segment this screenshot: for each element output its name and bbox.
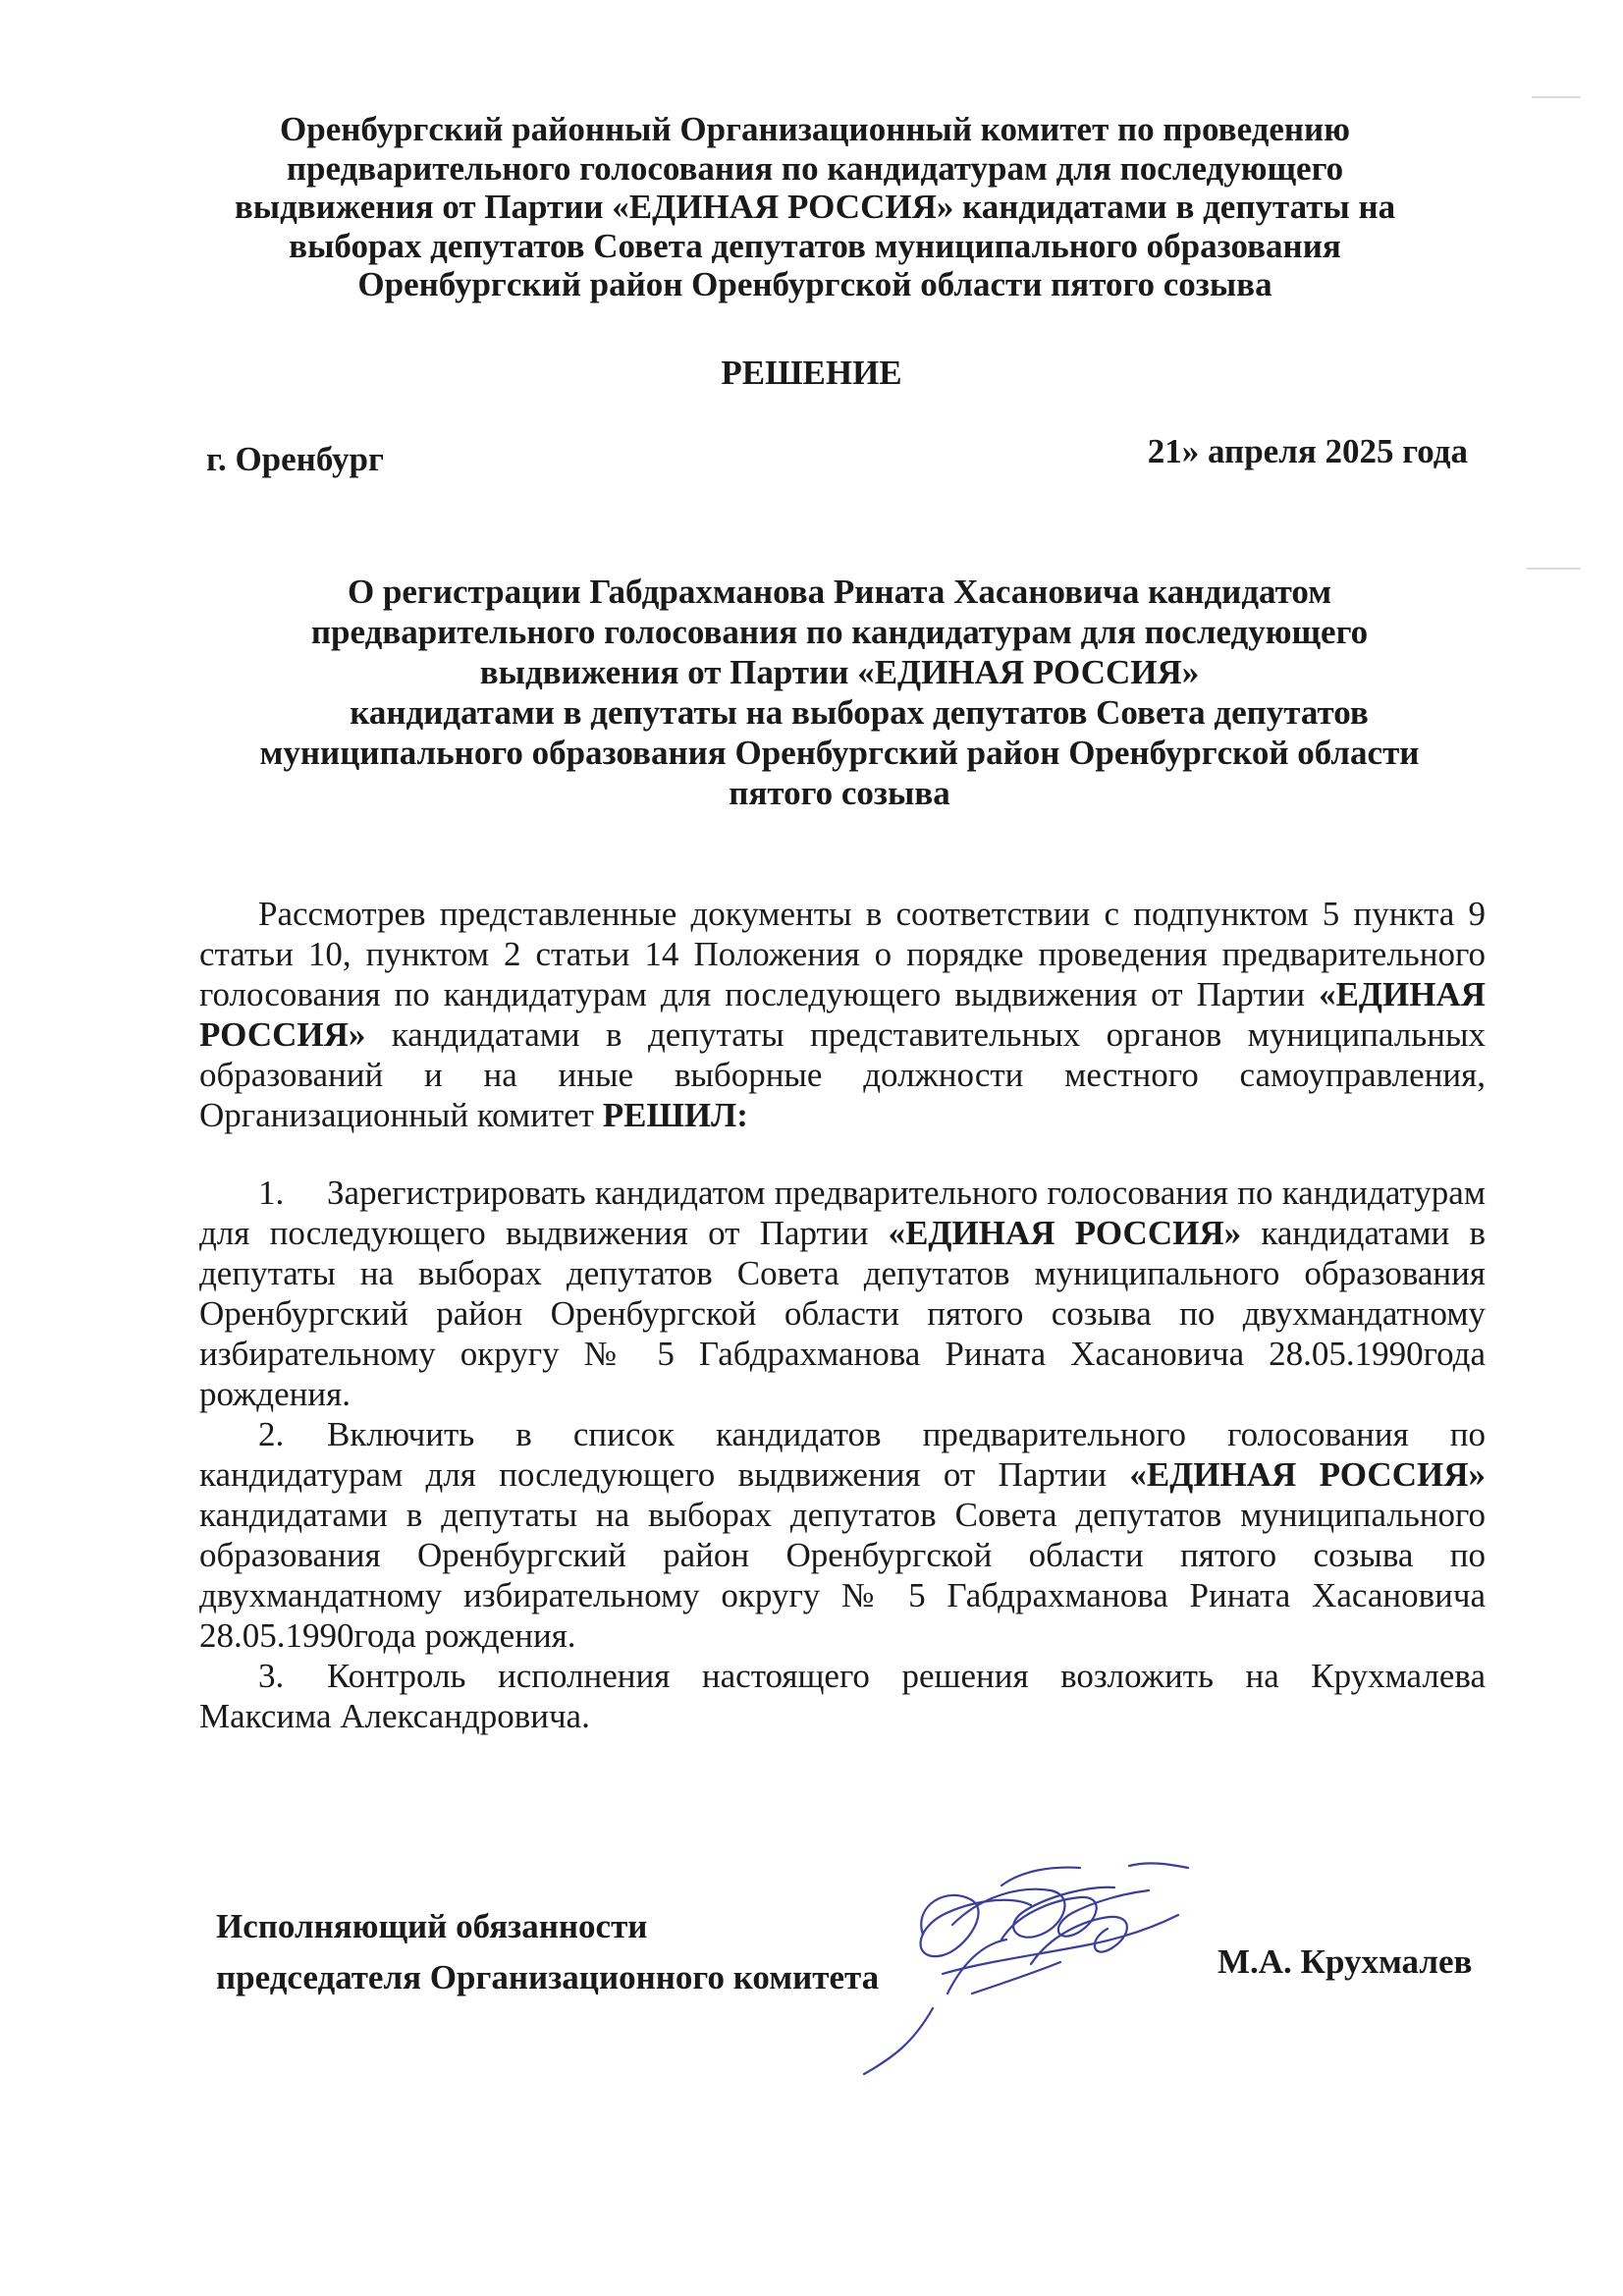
signatory-name: М.А. Крухмалев [1217,1942,1473,1981]
scan-artifact [1532,96,1581,98]
scan-artifact [1527,568,1581,570]
header-line: Оренбургский районный Организационный комитет по проведению [280,110,1350,148]
document-city: г. Оренбург [206,440,384,478]
header-line: Оренбургский район Оренбургской области пятого созыва [357,265,1272,303]
subject-line: муниципального образования Оренбургский район Оренбургской области [259,734,1420,772]
decision-subject [216,572,1463,813]
role-line: Исполняющий обязанности [216,1907,648,1945]
role-line: председателя Организационного комитета [216,1958,880,1996]
signatory-role [216,1901,879,2003]
organization-header [196,110,1434,304]
header-line: выдвижения от Партии «ЕДИНАЯ РОССИЯ» кандидатами в депутаты на [234,188,1396,226]
subject-line: пятого созыва [729,774,950,812]
subject-line: О регистрации Габдрахманова Рината Хасановича кандидатом [347,573,1332,611]
signature-strokes [864,1863,1188,2074]
preamble-paragraph: Рассмотрев представленные документы в соответствии с подпунктом 5 пункта 9 статьи 10, пунктом 2 статьи 14 Положения о порядке проведения предварительного голосования по кандидатурам для последующего выдвижения от Партии «ЕДИНАЯ РОССИЯ» кандидатами в депутаты представительных органов муниципальных образований и на иные выборные должности местного самоуправления, Организационный комитет РЕШИЛ: [199,895,1486,1134]
decision-body [199,894,1486,1736]
decision-item-2: 2. Включить в список кандидатов предварительного голосования по кандидатурам для последующего выдвижения от Партии «ЕДИНАЯ РОССИЯ» кандидатами в депутаты на выборах депутатов Совета депутатов муниципального образования Оренбургский район Оренбургской области пятого созыва по двухмандатному избирательному округу № 5 Габдрахманова Рината Хасановича 28.05.1990года рождения. [199,1415,1486,1655]
document-title: РЕШЕНИЕ [721,354,902,392]
decision-item-1: 1. Зарегистрировать кандидатом предварительного голосования по кандидатурам для последующего выдвижения от Партии «ЕДИНАЯ РОССИЯ» кандидатами в депутаты на выборах депутатов Совета депутатов муниципального образования Оренбургский район Оренбургской области пятого созыва по двухмандатному избирательному округу № 5 Габдрахманова Рината Хасановича 28.05.1990года рождения. [199,1174,1486,1413]
decision-item-3: 3. Контроль исполнения настоящего решения возложить на Крухмалева Максима Александровича. [199,1657,1486,1735]
header-line: предварительного голосования по кандидатурам для последующего [286,148,1344,188]
handwritten-signature [854,1846,1208,2082]
subject-line: предварительного голосования по кандидатурам для последующего [310,613,1369,651]
subject-line: выдвижения от Партии «ЕДИНАЯ РОССИЯ» [479,653,1200,691]
subject-line: кандидатами в депутаты на выборах депутатов Совета депутатов [350,693,1369,732]
header-line: выборах депутатов Совета депутатов муниципального образования [289,226,1341,265]
document-date: 21» апреля 2025 года [1147,432,1468,470]
